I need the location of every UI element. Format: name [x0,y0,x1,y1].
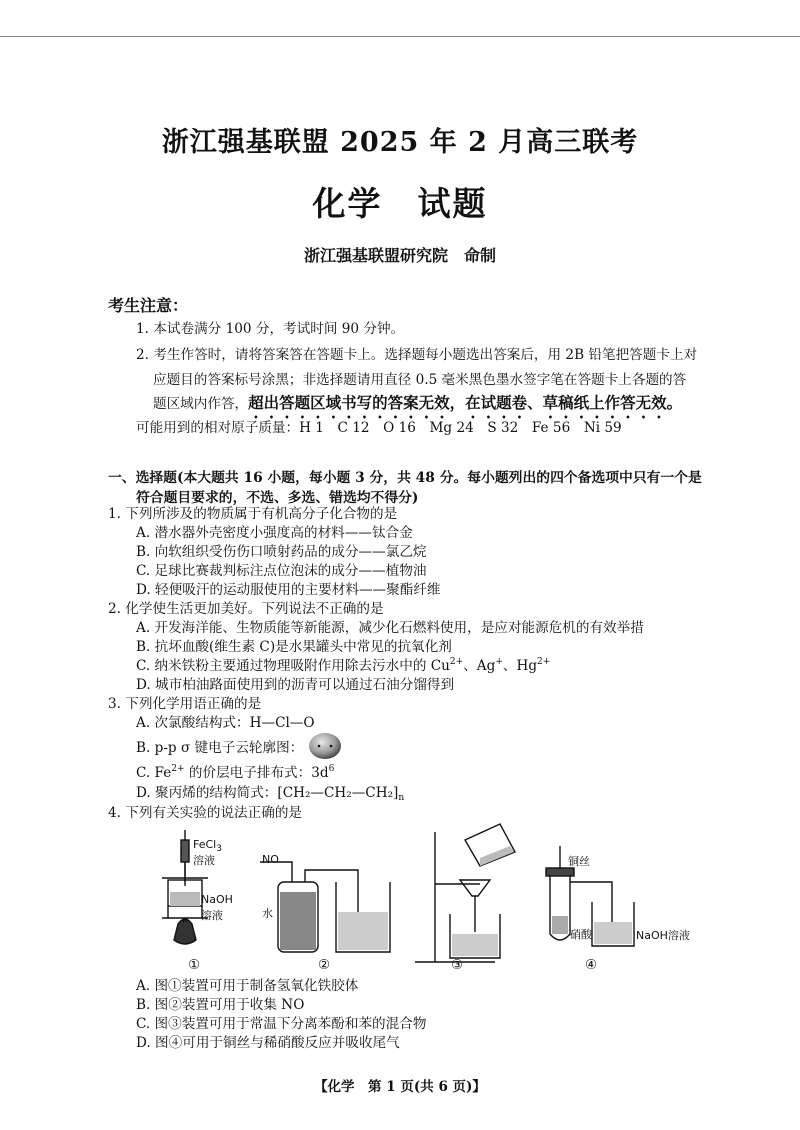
q3-option-a: A. 次氯酸结构式：H—Cl—O [136,715,315,731]
q4-option-a: A. 图①装置可用于制备氢氧化铁胶体 [136,978,359,994]
sigma-bond-cloud-image [307,731,343,761]
q4-option-c: C. 图③装置可用于常温下分离苯酚和苯的混合物 [136,1016,427,1032]
notice-warning-text: 超出答题区域书写的答案无效，在试题卷、草稿纸上作答无效。 [248,393,683,412]
label-naoh-solution: 溶液 [201,909,223,922]
q2-option-c-text: C. 纳米铁粉主要通过物理吸附作用除去污水中的 Cu [136,658,450,674]
section-1-line-2: 符合题目要求的，不选、多选、错选均不得分) [136,490,419,506]
fig-number-4: ④ [585,957,598,973]
q3-option-c-text: 的价层电子排布式：3d [184,765,329,781]
q1-option-b: B. 向软组织受伤伤口喷射药品的成分——氯乙烷 [136,544,427,560]
q3-option-d-text: D. 聚丙烯的结构简式： [136,785,278,801]
q2-option-c-hg: 、Hg [502,658,538,674]
fig-number-3: ③ [451,957,464,973]
q2-option-a: A. 开发海洋能、生物质能等新能源，减少化石燃料使用，是应对能源危机的有效举措 [136,620,644,636]
exam-title: 浙江强基联盟 2025 年 2 月高三联考 [161,127,639,158]
q3-stem: 3. 下列化学用语正确的是 [108,696,262,712]
q4-option-d: D. 图④可用于铜丝与稀硝酸反应并吸收尾气 [136,1035,400,1051]
exam-maker: 浙江强基联盟研究院 命制 [303,246,496,265]
label-naoh-solution-2: NaOH溶液 [636,929,690,942]
apparatus-3 [415,824,515,962]
hg-charge: 2+ [537,657,551,667]
q3-option-c-fe: C. Fe [136,765,172,781]
polymer-n: n [398,793,405,803]
ag-charge: + [495,657,503,667]
cu-charge: 2+ [449,657,464,667]
q1-option-d: D. 轻便吸汗的运动服使用的主要材料——聚酯纤维 [136,582,441,598]
notice-item-1: 1. 本试卷满分 100 分，考试时间 90 分钟。 [136,321,405,337]
q3-option-c [136,763,334,783]
notice-item-2-line-2: 应题目的答案标号涂黑；非选择题请用直径 0.5 毫米黑色墨水签字笔在答题卡上各题的答 [153,372,687,388]
label-naoh: NaOH [201,893,233,906]
q2-option-b: B. 抗坏血酸(维生素 C)是水果罐头中常见的抗氧化剂 [136,639,452,655]
fig-number-2: ② [318,957,331,973]
subject-title: 化学 试题 [312,184,488,223]
q1-stem: 1. 下列所涉及的物质属于有机高分子化合物的是 [108,506,398,522]
page-footer: 【化学 第 1 页(共 6 页)】 [314,1079,486,1095]
fe-charge: 2+ [171,764,185,774]
apparatus-2 [260,862,390,952]
notice-heading: 考生注意： [108,296,189,315]
label-nitric-acid: 硝酸 [570,928,592,941]
q3-option-d [136,783,404,803]
q2-option-c-ag: 、Ag [463,658,496,674]
q1-option-c: C. 足球比赛裁判标注点位泡沫的成分——植物油 [136,563,427,579]
q4-apparatus-figure [150,822,710,972]
polypropylene-formula: [CH₂—CH₂—CH₂] [277,785,399,801]
q2-option-c [136,656,550,676]
q4-stem: 4. 下列有关实验的说法正确的是 [108,805,303,821]
q2-stem: 2. 化学使生活更加美好。下列说法不正确的是 [108,601,384,617]
notice-item-2-line-3-plain: 题区域内作答， [153,396,249,412]
top-border-line [0,36,800,37]
q2-option-d: D. 城市柏油路面使用到的沥青可以通过石油分馏得到 [136,677,455,693]
atomic-mass-line: 可能用到的相对原子质量：H 1 C 12 O 16 Mg 24 S 32 Fe 56 Ni 59 [136,420,622,436]
notice-item-2-line-1: 2. 考生作答时，请将答案答在答题卡上。选择题每小题选出答案后，用 2B 铅笔把答题卡上对 [136,347,698,363]
label-no: NO [262,853,279,866]
section-1-line-1: 一、选择题(本大题共 16 小题，每小题 3 分，共 48 分。每小题列出的四个备选项中只有一个是 [108,470,702,486]
fig-number-1: ① [188,957,201,973]
label-copper-wire: 铜丝 [568,855,590,868]
d-electrons: 6 [328,764,335,774]
label-fecl3: FeCl$_3$ [193,838,222,854]
q1-option-a: A. 潜水器外壳密度小强度高的材料——钛合金 [136,525,413,541]
q3-option-b: B. p-p σ 键电子云轮廓图： [136,740,304,756]
q4-option-b: B. 图②装置可用于收集 NO [136,997,305,1013]
label-water: 水 [262,907,273,920]
label-fecl3-solution: 溶液 [193,854,215,867]
